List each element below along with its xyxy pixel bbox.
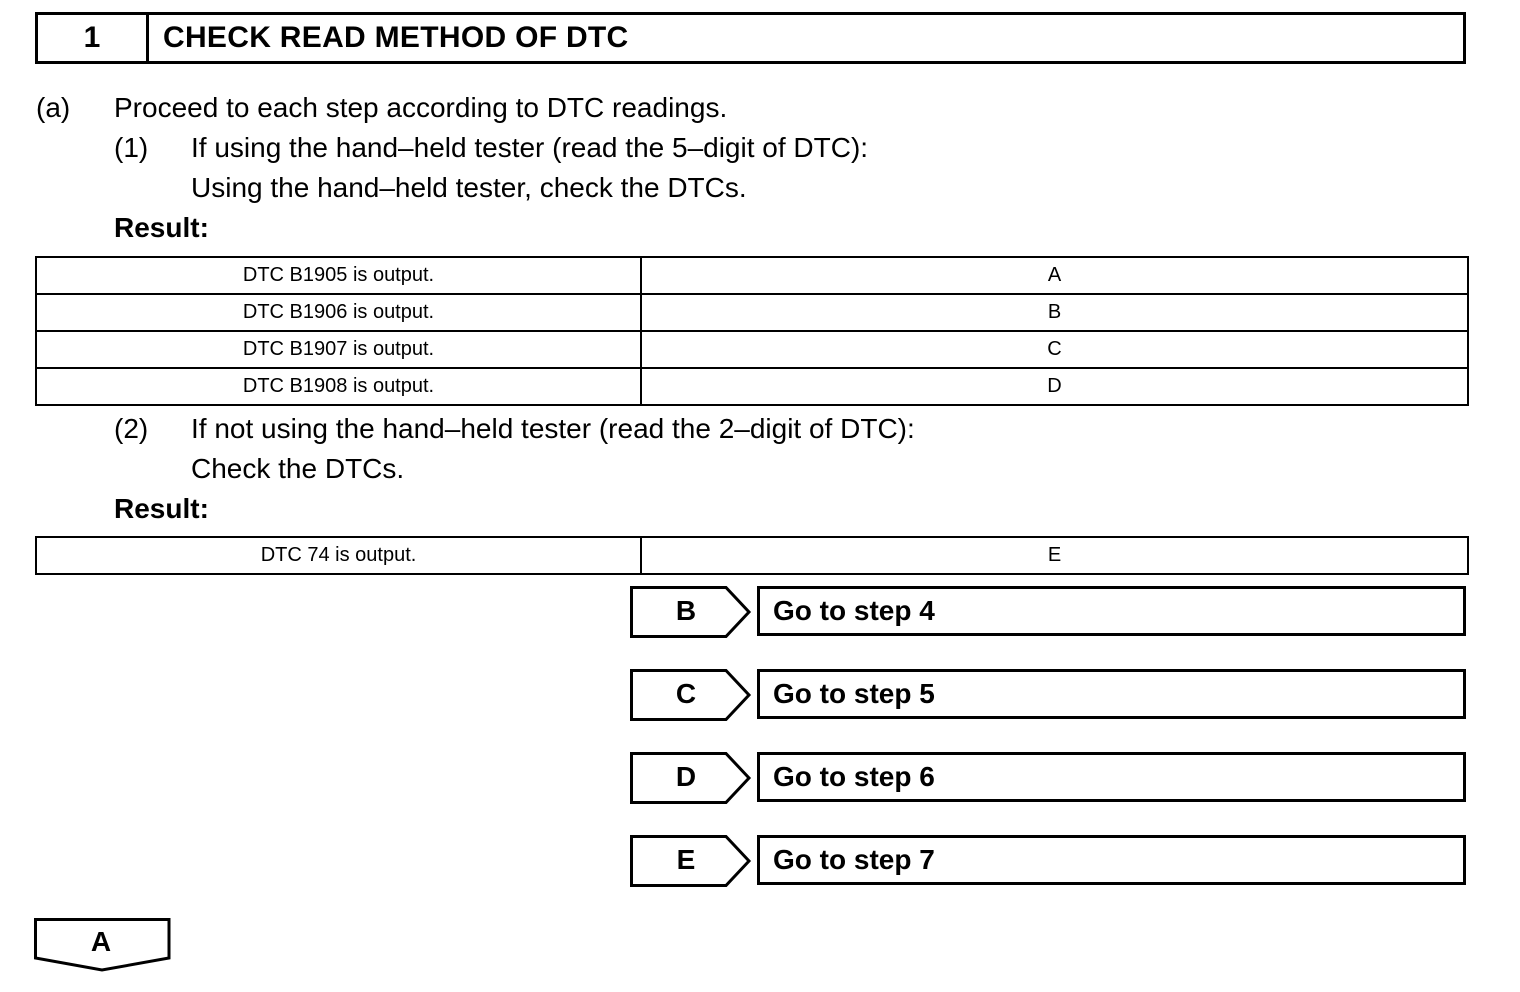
table-row bbox=[36, 331, 1468, 368]
continue-tag-a[interactable] bbox=[34, 918, 172, 972]
goto-step-6[interactable] bbox=[630, 752, 1466, 804]
condition-cell: DTC 74 is output. bbox=[36, 537, 641, 574]
goto-step-5[interactable] bbox=[630, 669, 1466, 721]
result2-label: Result: bbox=[114, 493, 209, 524]
goto-text: Go to step 7 bbox=[757, 835, 1466, 885]
result-cell: B bbox=[641, 294, 1468, 331]
result-cell: C bbox=[641, 331, 1468, 368]
condition-cell: DTC B1905 is output. bbox=[36, 257, 641, 294]
case1-line1: If using the hand–held tester (read the 5–digit of DTC): bbox=[191, 132, 869, 163]
result-cell: A bbox=[641, 257, 1468, 294]
condition-cell: DTC B1907 is output. bbox=[36, 331, 641, 368]
result1-label: Result: bbox=[114, 212, 209, 243]
step-number: 1 bbox=[38, 15, 149, 61]
goto-step-4[interactable] bbox=[630, 586, 1466, 638]
step-title: CHECK READ METHOD OF DTC bbox=[163, 21, 629, 54]
case2-line1: If not using the hand–held tester (read the 2–digit of DTC): bbox=[191, 413, 915, 444]
result-cell: E bbox=[641, 537, 1468, 574]
table-row bbox=[36, 294, 1468, 331]
case1-label: (1) bbox=[114, 132, 149, 163]
table-row bbox=[36, 257, 1468, 294]
step-header bbox=[35, 12, 1466, 64]
table-row bbox=[36, 368, 1468, 405]
case2-label: (2) bbox=[114, 413, 149, 444]
result-table-2 bbox=[35, 536, 1469, 575]
condition-cell: DTC B1908 is output. bbox=[36, 368, 641, 405]
result-table-1 bbox=[35, 256, 1469, 406]
goto-text: Go to step 5 bbox=[757, 669, 1466, 719]
condition-cell: DTC B1906 is output. bbox=[36, 294, 641, 331]
result-cell: D bbox=[641, 368, 1468, 405]
goto-tag: D bbox=[675, 761, 697, 792]
continue-tag-label: A bbox=[90, 926, 112, 957]
goto-text: Go to step 4 bbox=[757, 586, 1466, 636]
case1-line2: Using the hand–held tester, check the DTCs. bbox=[191, 172, 747, 203]
goto-step-7[interactable] bbox=[630, 835, 1466, 887]
table-row bbox=[36, 537, 1468, 574]
goto-tag: C bbox=[675, 678, 697, 709]
goto-tag: E bbox=[676, 844, 696, 875]
case2-line2: Check the DTCs. bbox=[191, 453, 405, 484]
instruction-label: (a) bbox=[36, 92, 71, 123]
goto-text: Go to step 6 bbox=[757, 752, 1466, 802]
goto-tag: B bbox=[675, 595, 697, 626]
instruction-text: Proceed to each step according to DTC readings. bbox=[114, 92, 728, 123]
